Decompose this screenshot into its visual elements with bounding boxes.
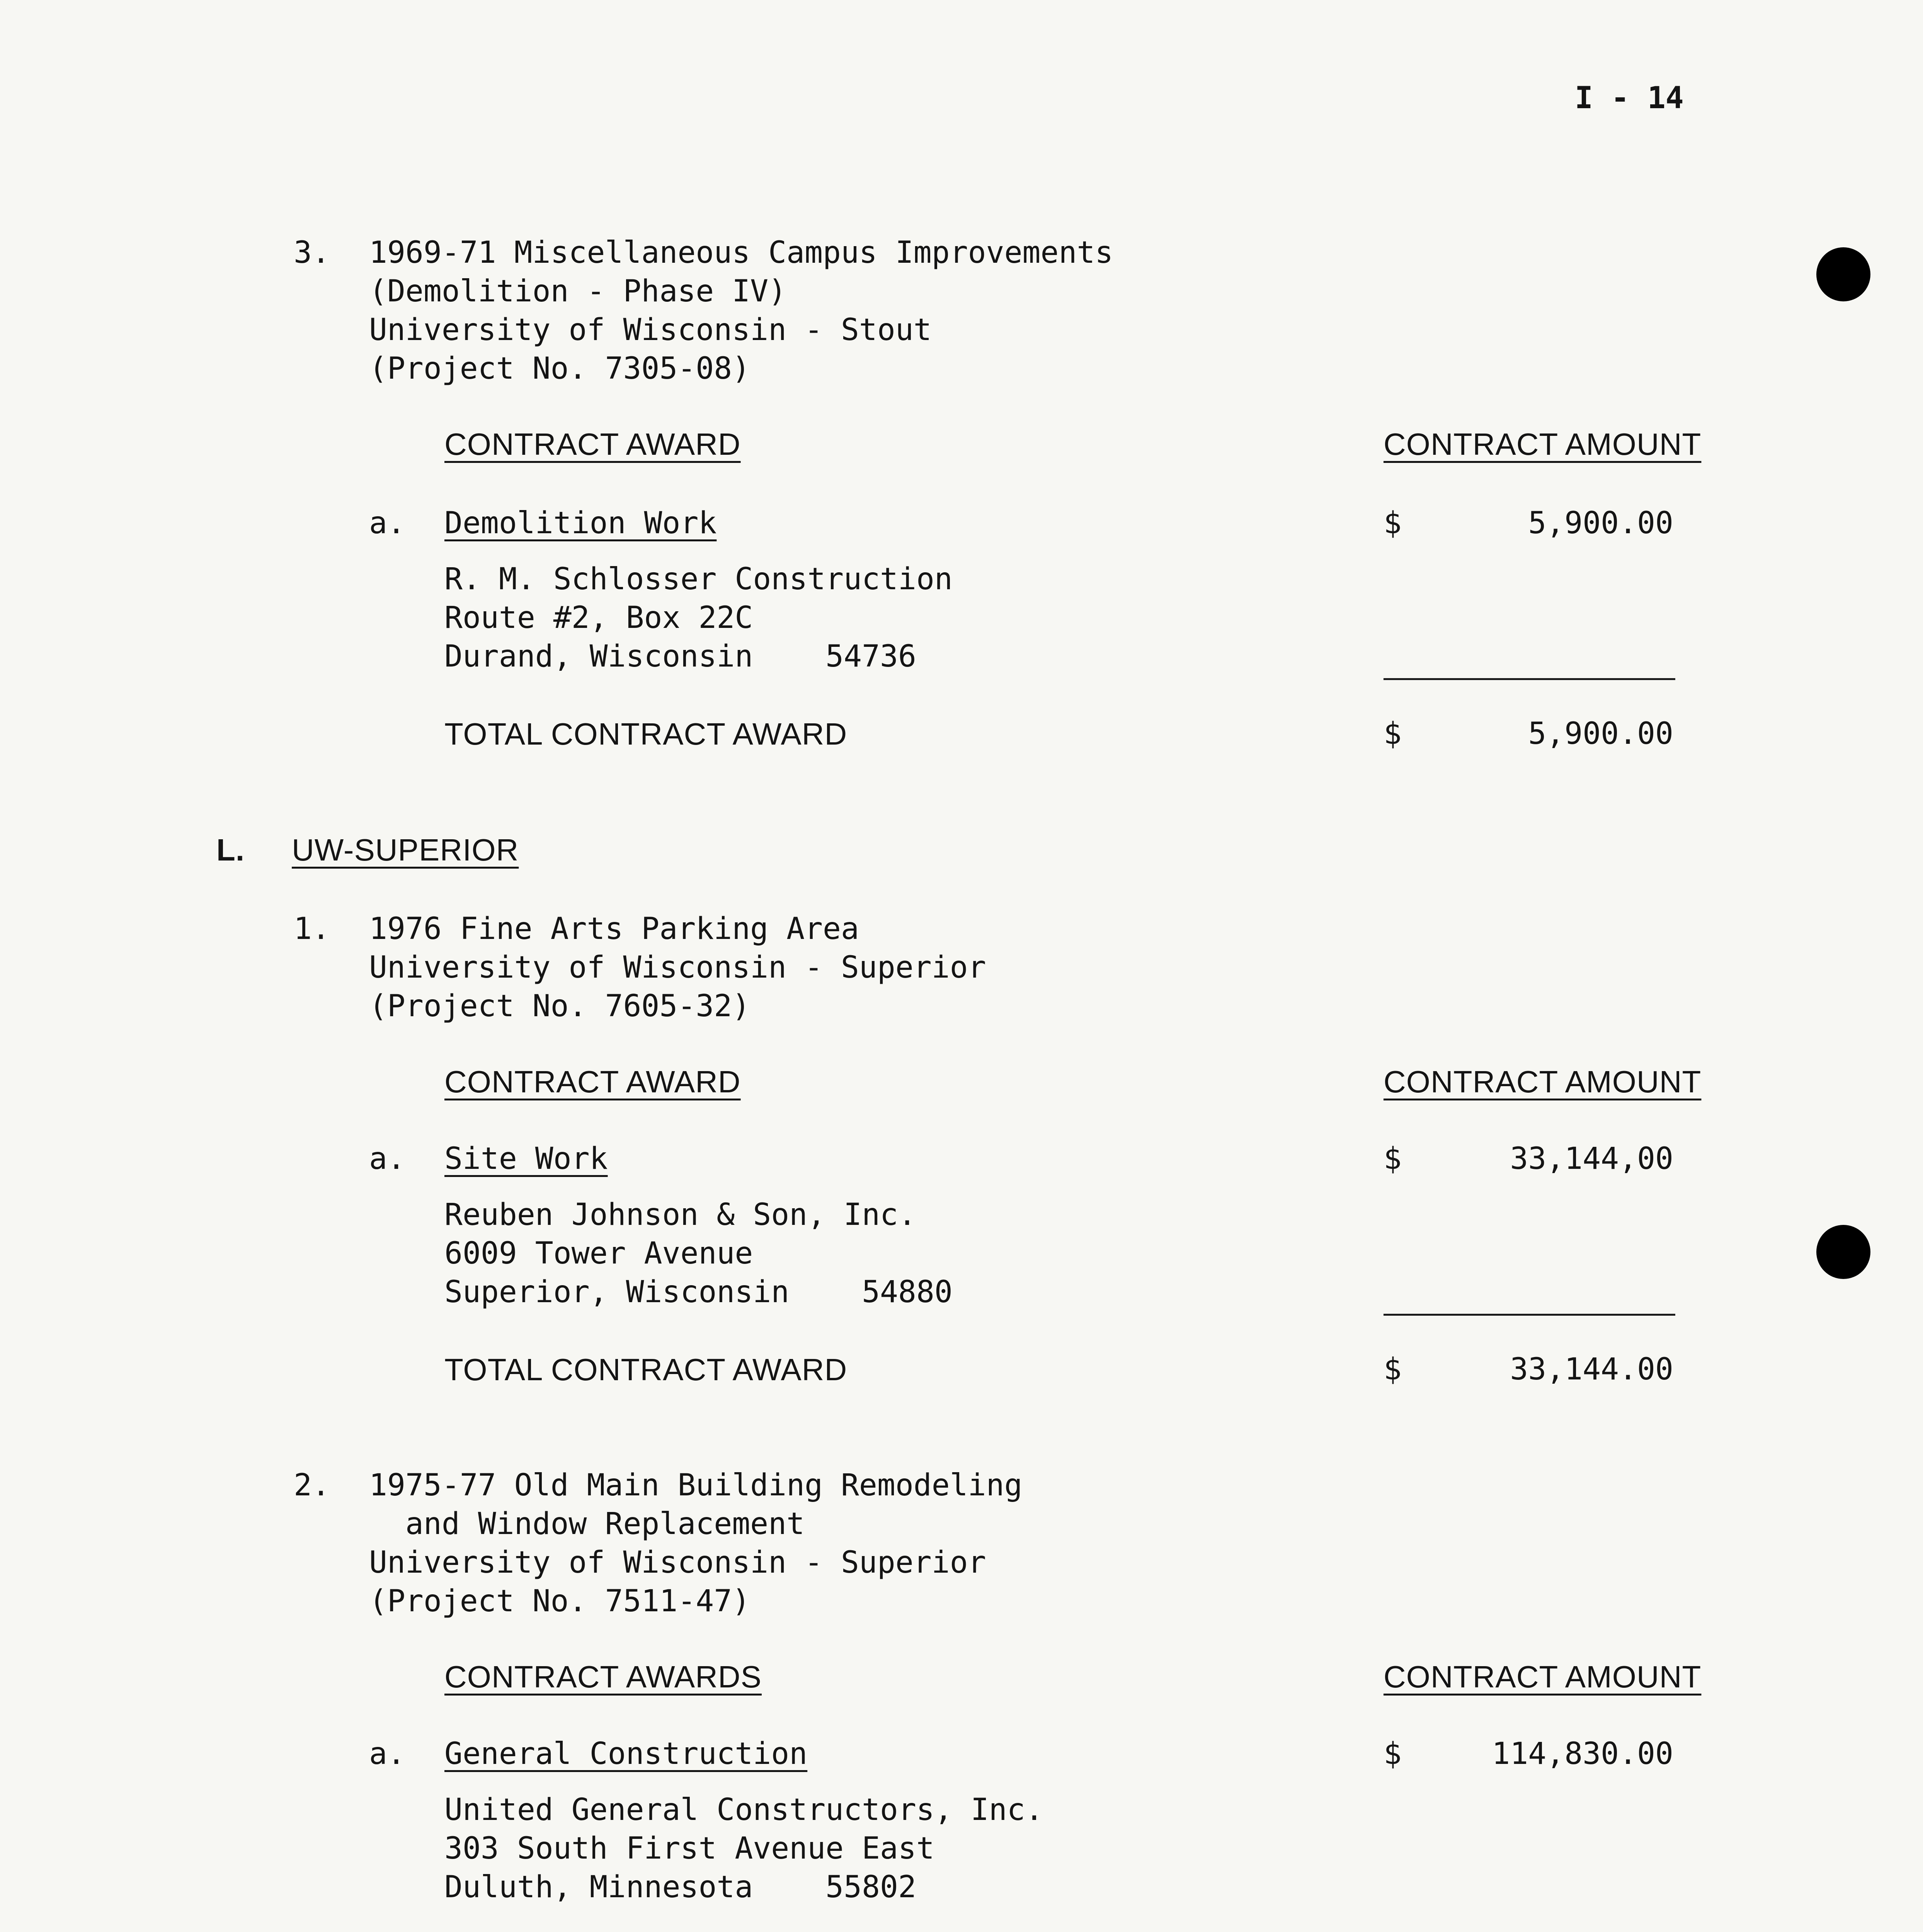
item-3a-contractor: R. M. Schlosser Construction — [444, 562, 953, 597]
item-3a-amount: 5,900.00 — [1528, 506, 1673, 541]
page-number: I - 14 — [1575, 81, 1684, 116]
item-l1-total-label: TOTAL CONTRACT AWARD — [444, 1352, 847, 1387]
item-l1-total-dollar: $ — [1384, 1352, 1402, 1387]
item-l2a-city: Duluth, Minnesota 55802 — [444, 1870, 916, 1905]
item-l1-number: 1. — [294, 912, 330, 946]
item-3-total-dollar: $ — [1384, 716, 1402, 751]
item-3a-street: Route #2, Box 22C — [444, 600, 753, 635]
item-l2-subtitle: and Window Replacement — [369, 1507, 805, 1541]
item-3-award-header: CONTRACT AWARD — [444, 427, 741, 461]
item-l2a-contractor: United General Constructors, Inc. — [444, 1793, 1043, 1827]
section-l-letter: L. — [216, 833, 245, 867]
item-3-project-no: (Project No. 7305-08) — [369, 351, 750, 386]
item-l1-amount-header: CONTRACT AMOUNT — [1384, 1065, 1702, 1099]
item-3-total-rule — [1384, 678, 1675, 680]
item-l2a-dollar: $ — [1384, 1736, 1402, 1771]
item-l2-project-no: (Project No. 7511-47) — [369, 1584, 750, 1619]
item-l2-number: 2. — [294, 1468, 330, 1503]
item-l2a-letter: a. — [369, 1736, 405, 1771]
item-3-subtitle: (Demolition - Phase IV) — [369, 274, 787, 309]
item-l1a-amount: 33,144,00 — [1510, 1141, 1673, 1176]
item-l1-total-amount: 33,144.00 — [1510, 1352, 1673, 1387]
item-3a-title: Demolition Work — [444, 506, 717, 541]
item-3a-letter: a. — [369, 506, 405, 541]
item-l1a-letter: a. — [369, 1141, 405, 1176]
item-l2a-title: General Construction — [444, 1736, 808, 1771]
item-l1-campus: University of Wisconsin - Superior — [369, 950, 986, 985]
item-l1-total-rule — [1384, 1314, 1675, 1316]
binder-hole-top — [1816, 247, 1870, 301]
item-l1-title: 1976 Fine Arts Parking Area — [369, 912, 859, 946]
item-l2-campus: University of Wisconsin - Superior — [369, 1545, 986, 1580]
item-l1a-dollar: $ — [1384, 1141, 1402, 1176]
item-l2-title: 1975-77 Old Main Building Remodeling — [369, 1468, 1023, 1503]
item-l2-award-header: CONTRACT AWARDS — [444, 1660, 762, 1694]
item-l1a-contractor: Reuben Johnson & Son, Inc. — [444, 1197, 916, 1232]
item-l1a-street: 6009 Tower Avenue — [444, 1236, 753, 1271]
item-3-number: 3. — [294, 235, 330, 270]
item-3a-dollar: $ — [1384, 506, 1402, 541]
item-l2a-amount: 114,830.00 — [1492, 1736, 1673, 1771]
item-3a-city: Durand, Wisconsin 54736 — [444, 639, 916, 674]
item-3-title: 1969-71 Miscellaneous Campus Improvements — [369, 235, 1113, 270]
item-3-amount-header: CONTRACT AMOUNT — [1384, 427, 1702, 461]
item-l2a-street: 303 South First Avenue East — [444, 1831, 934, 1866]
item-l1a-title: Site Work — [444, 1141, 608, 1176]
item-3-campus: University of Wisconsin - Stout — [369, 313, 932, 347]
item-l1-project-no: (Project No. 7605-32) — [369, 989, 750, 1024]
item-3-total-label: TOTAL CONTRACT AWARD — [444, 717, 847, 751]
item-l1-award-header: CONTRACT AWARD — [444, 1065, 741, 1099]
item-3-total-amount: 5,900.00 — [1528, 716, 1673, 751]
section-l-title: UW-SUPERIOR — [292, 833, 519, 867]
binder-hole-middle — [1816, 1225, 1870, 1279]
item-l2-amount-header: CONTRACT AMOUNT — [1384, 1660, 1702, 1694]
item-l1a-city: Superior, Wisconsin 54880 — [444, 1275, 953, 1310]
